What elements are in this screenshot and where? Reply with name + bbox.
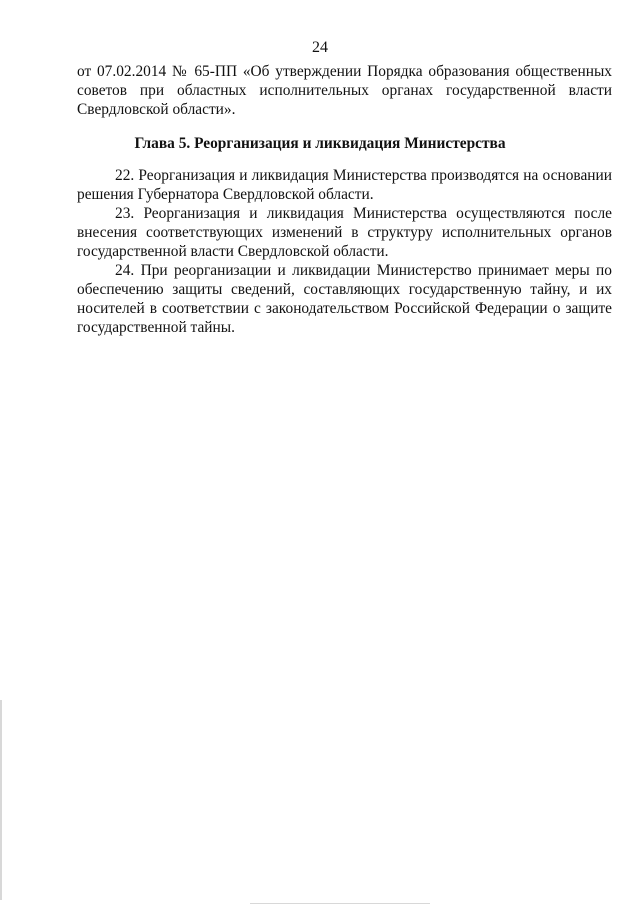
paragraph-24: 24. При реорганизации и ликвидации Министерство принимает меры по обеспечению защиты сведений, составляющих государственную тайну, и их носителей в соответствии с законодательством Российской Федерации о защите государственной тайны. — [77, 262, 612, 336]
paragraph-22: 22. Реорганизация и ликвидация Министерства производятся на основании решения Губернатора Свердловской области. — [77, 167, 612, 203]
scan-edge-bottom — [250, 903, 430, 904]
paragraph-23: 23. Реорганизация и ликвидация Министерства осуществляются после внесения соответствующих изменений в структуру исполнительных органов государственной власти Свердловской области. — [77, 205, 612, 260]
scan-edge-left — [0, 700, 2, 900]
intro-text-block — [77, 62, 612, 119]
intro-paragraph: от 07.02.2014 № 65-ПП «Об утверждении Порядка образования общественных советов при областных исполнительных органах государственной власти Свердловской области». — [77, 63, 612, 118]
page-number: 24 — [312, 39, 328, 56]
chapter-heading: Глава 5. Реорганизация и ликвидация Министерства — [134, 135, 506, 152]
chapter-body — [77, 166, 612, 337]
